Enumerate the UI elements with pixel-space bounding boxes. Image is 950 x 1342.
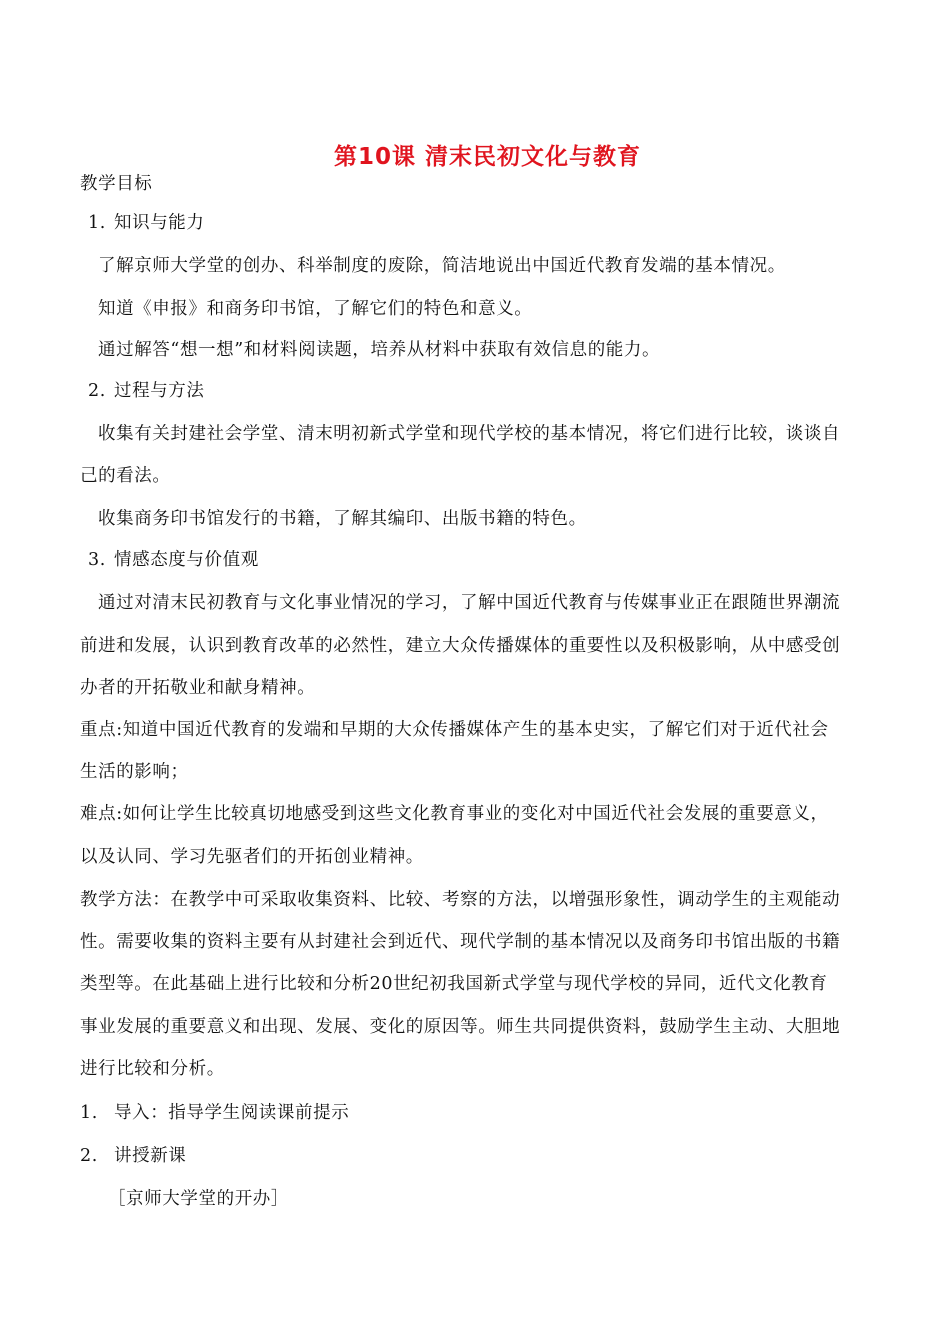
objectives-heading: 教学目标: [80, 174, 153, 194]
step-item: [80, 1144, 186, 1168]
paragraph-line: 了解京师大学堂的创办、科举制度的废除，简洁地说出中国近代教育发端的基本情况。: [98, 256, 786, 276]
section-1-number: 1.: [88, 213, 106, 233]
step-item: [80, 1101, 349, 1125]
section-3-heading: [88, 548, 259, 572]
method-line: 事业发展的重要意义和出现、发展、变化的原因等。师生共同提供资料，鼓励学生主动、大胆地: [80, 1017, 841, 1037]
step-number: 1.: [80, 1103, 98, 1123]
paragraph-line: 通过解答“想一想”和材料阅读题，培养从材料中获取有效信息的能力。: [98, 340, 661, 360]
paragraph-line: 收集商务印书馆发行的书籍，了解其编印、出版书籍的特色。: [98, 509, 587, 529]
section-2-number: 2.: [88, 381, 106, 401]
section-1-title: 知识与能力: [114, 213, 205, 233]
paragraph-line: 前进和发展，认识到教育改革的必然性，建立大众传播媒体的重要性以及积极影响，从中感受创: [80, 636, 841, 656]
lesson-title: 第10课 清末民初文化与教育: [333, 144, 641, 170]
method-line: 性。需要收集的资料主要有从封建社会到近代、现代学制的基本情况以及商务印书馆出版的书籍: [80, 932, 841, 952]
difficulty-line: 难点:如何让学生比较真切地感受到这些文化教育事业的变化对中国近代社会发展的重要意义，: [80, 804, 829, 824]
section-3-title: 情感态度与价值观: [114, 550, 259, 570]
key-point-line: 生活的影响；: [80, 762, 189, 782]
method-line: 教学方法：在教学中可采取收集资料、比较、考察的方法，以增强形象性，调动学生的主观能动: [80, 890, 841, 910]
paragraph-line: 收集有关封建社会学堂、清末明初新式学堂和现代学校的基本情况，将它们进行比较，谈谈自: [98, 424, 841, 444]
step-text: 讲授新课: [114, 1146, 187, 1166]
step-number: 2.: [80, 1146, 98, 1166]
section-2-heading: [88, 379, 205, 403]
subsection-heading: ［京师大学堂的开办］: [108, 1189, 289, 1209]
section-3-number: 3.: [88, 550, 106, 570]
paragraph-line: 通过对清末民初教育与文化事业情况的学习，了解中国近代教育与传媒事业正在跟随世界潮流: [98, 593, 841, 613]
section-1-heading: [88, 211, 205, 235]
paragraph-line: 己的看法。: [80, 466, 171, 486]
difficulty-line: 以及认同、学习先驱者们的开拓创业精神。: [80, 847, 424, 867]
method-line: 类型等。在此基础上进行比较和分析20世纪初我国新式学堂与现代学校的异同，近代文化教育: [80, 974, 828, 994]
paragraph-line: 知道《申报》和商务印书馆，了解它们的特色和意义。: [98, 299, 533, 319]
paragraph-line: 办者的开拓敬业和献身精神。: [80, 678, 316, 698]
method-line: 进行比较和分析。: [80, 1059, 225, 1079]
section-2-title: 过程与方法: [114, 381, 205, 401]
key-point-line: 重点:知道中国近代教育的发端和早期的大众传播媒体产生的基本史实，了解它们对于近代社会: [80, 720, 829, 740]
step-text: 导入：指导学生阅读课前提示: [114, 1103, 350, 1123]
